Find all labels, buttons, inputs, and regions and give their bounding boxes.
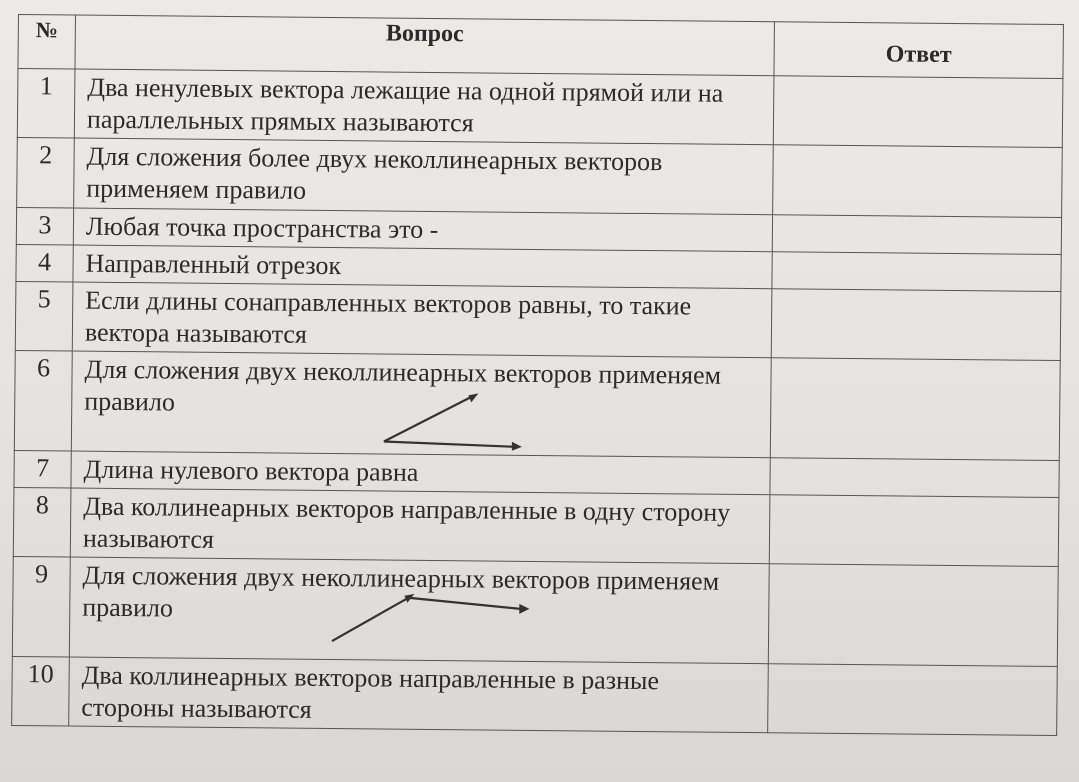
row-number: 2	[17, 137, 75, 208]
row-number: 8	[13, 487, 71, 557]
row-number: 3	[16, 207, 73, 245]
table-row	[15, 281, 1061, 360]
row-number: 10	[12, 656, 70, 726]
question-text: Направленный отрезок	[73, 245, 772, 289]
row-number: 7	[14, 450, 71, 488]
row-number: 6	[14, 350, 72, 451]
answer-cell[interactable]	[770, 458, 1059, 498]
triangle-rule-vectors-icon	[374, 389, 535, 451]
question-text: Длина нулевого вектора равна	[71, 451, 770, 495]
question-text: Два коллинеарных векторов направленные в разные стороны называются	[69, 657, 769, 733]
row-number: 1	[17, 69, 75, 139]
question-text: Любая точка пространства это -	[73, 208, 772, 252]
table-row	[14, 350, 1060, 460]
question-text: Для сложения более двух неколлинеарных векторов применяем правило	[74, 138, 774, 215]
answer-cell[interactable]	[768, 564, 1058, 667]
header-number: №	[18, 15, 76, 70]
table-row	[13, 487, 1059, 566]
question-text: Для сложения двух неколлинеарных векторов применяем правило	[84, 354, 722, 417]
header-question: Вопрос	[75, 15, 774, 76]
parallelogram-rule-vectors-icon	[324, 587, 545, 649]
question-text: Два коллинеарных векторов направленные в одну сторону называются	[70, 488, 770, 564]
answer-cell[interactable]	[770, 358, 1060, 461]
answer-cell[interactable]	[772, 252, 1061, 292]
worksheet-sheet	[11, 14, 1060, 730]
table-row	[17, 137, 1063, 217]
answer-cell[interactable]	[771, 289, 1061, 361]
row-number: 5	[15, 281, 73, 351]
question-text: Два ненулевых вектора лежащие на одной прямой или на параллельных прямых называются	[74, 69, 774, 145]
row-number: 4	[16, 244, 73, 282]
answer-cell[interactable]	[773, 76, 1063, 148]
question-text: Для сложения двух неколлинеарных векторов применяем правило	[82, 560, 720, 623]
answer-cell[interactable]	[772, 215, 1061, 255]
answer-cell[interactable]	[773, 145, 1063, 218]
table-row	[17, 69, 1063, 148]
header-answer: Ответ	[774, 22, 1064, 79]
answer-cell[interactable]	[769, 495, 1059, 567]
row-number: 9	[12, 556, 70, 657]
table-header-row	[18, 15, 1063, 79]
answer-cell[interactable]	[768, 664, 1058, 736]
table-row	[12, 656, 1058, 735]
question-text: Если длины сонаправленных векторов равны, то такие вектора называются	[72, 282, 772, 358]
